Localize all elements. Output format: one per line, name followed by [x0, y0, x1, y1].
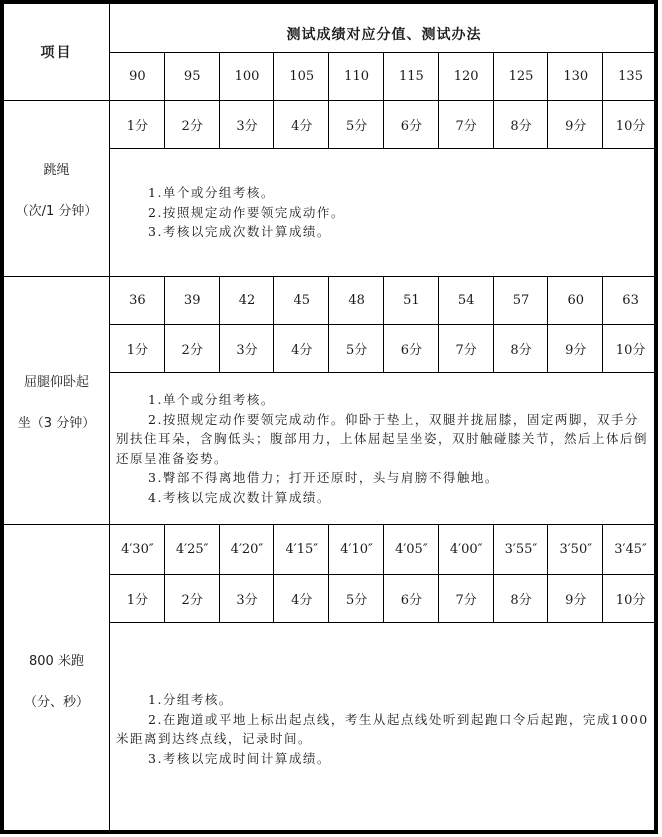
- item-name: 屈腿仰卧起: [23, 374, 89, 390]
- item-name: 跳绳: [43, 162, 70, 178]
- points-cell: 5分: [345, 119, 368, 134]
- header-value-cell: 115: [398, 69, 424, 84]
- situp-method: [110, 373, 658, 524]
- value-cell: 36: [129, 293, 146, 308]
- situp-label: [4, 277, 109, 524]
- value-cell: 51: [403, 293, 420, 308]
- run-800m-values-row: [110, 525, 658, 574]
- points-cell: 8分: [510, 593, 532, 608]
- situp-points-row: [110, 325, 658, 372]
- value-cell: 3′45″: [614, 542, 647, 557]
- header-value-cell: 130: [563, 69, 589, 84]
- method-line: 2.按照规定动作要领完成动作。仰卧于垫上，双腿并拢屈膝，固定两脚，双手分别扶住耳朵，含胸低头；腹部用力，上体屈起呈坐姿，双肘触碰膝关节，然后上体后倒还原呈准备姿势。: [116, 411, 649, 466]
- header-title: 测试成绩对应分值、测试办法: [286, 27, 482, 43]
- method-line: 1.分组考核。: [148, 692, 233, 707]
- run-800m-points-row: [110, 575, 658, 622]
- points-cell: 2分: [181, 119, 203, 134]
- points-cell: 5分: [345, 593, 368, 608]
- run-800m-label: [4, 525, 109, 835]
- points-cell: 1分: [126, 593, 149, 608]
- method-line: 2.在跑道或平地上标出起点线，考生从起点线处听到起跑口令后起跑，完成1000 米距离到达终点线，记录时间。: [116, 711, 649, 746]
- method-line: 2.按照规定动作要领完成动作。: [148, 204, 345, 220]
- header-value-cell: 125: [508, 69, 534, 84]
- method-line: 3.考核以完成时间计算成绩。: [148, 750, 331, 766]
- header-value-cell: 95: [183, 69, 201, 84]
- item-unit: （次/1 分钟）: [15, 203, 98, 219]
- points-cell: 1分: [126, 119, 149, 134]
- points-cell: 10分: [615, 119, 646, 134]
- points-cell: 3分: [236, 119, 258, 134]
- points-cell: 5分: [345, 343, 368, 358]
- value-cell: 4′25″: [175, 542, 209, 557]
- header-value-cell: 100: [234, 69, 260, 84]
- value-cell: 3′50″: [559, 542, 593, 557]
- run-800m-method: [110, 623, 658, 835]
- points-cell: 7分: [455, 343, 477, 358]
- header-project-cell: [4, 4, 109, 100]
- points-cell: 1分: [126, 343, 149, 358]
- value-cell: 4′30″: [121, 542, 154, 557]
- points-cell: 6分: [400, 119, 423, 134]
- value-cell: 4′00″: [449, 542, 483, 557]
- header-value-cell: 120: [453, 69, 479, 84]
- header-value-cell: 90: [129, 69, 146, 84]
- points-cell: 8分: [510, 343, 532, 358]
- value-cell: 45: [293, 293, 311, 308]
- method-line: 1.单个或分组考核。: [148, 392, 275, 407]
- header-value-cell: 105: [289, 69, 315, 84]
- points-cell: 4分: [291, 593, 313, 608]
- header-value-cell: 135: [618, 69, 643, 84]
- points-cell: 4分: [291, 119, 313, 134]
- points-cell: 6分: [400, 343, 423, 358]
- method-line: 3.臀部不得离地借力；打开还原时，头与肩膀不得触地。: [148, 470, 499, 485]
- value-cell: 4′05″: [395, 542, 428, 557]
- points-cell: 4分: [291, 343, 313, 358]
- value-cell: 3′55″: [504, 542, 538, 557]
- points-cell: 3分: [236, 593, 258, 608]
- points-cell: 9分: [565, 593, 587, 608]
- points-cell: 9分: [565, 343, 587, 358]
- item-unit: （分、秒）: [23, 695, 89, 710]
- value-cell: 63: [622, 293, 639, 308]
- value-cell: 54: [457, 293, 475, 308]
- method-line: 3.考核以完成次数计算成绩。: [148, 224, 331, 240]
- points-cell: 6分: [400, 593, 423, 608]
- method-line: 1.单个或分组考核。: [148, 185, 275, 201]
- method-line: 4.考核以完成次数计算成绩。: [148, 489, 331, 505]
- points-cell: 7分: [455, 119, 477, 134]
- value-cell: 39: [183, 293, 201, 308]
- value-cell: 4′15″: [285, 542, 319, 557]
- project-header-label: 项目: [40, 45, 73, 61]
- value-cell: 4′10″: [340, 542, 373, 557]
- points-cell: 2分: [181, 593, 203, 608]
- value-cell: 60: [567, 293, 585, 308]
- jump-rope-points-row: [110, 101, 658, 148]
- points-cell: 8分: [510, 119, 532, 134]
- jump-rope-label: [4, 101, 109, 276]
- header-values-row: [110, 53, 658, 100]
- item-name: 800 米跑: [29, 654, 84, 669]
- header-value-cell: 110: [344, 69, 369, 84]
- points-cell: 7分: [455, 593, 477, 608]
- situp-values-row: [110, 277, 658, 324]
- jump-rope-method: [110, 149, 658, 276]
- value-cell: 42: [238, 293, 256, 308]
- points-cell: 3分: [236, 343, 258, 358]
- points-cell: 10分: [615, 343, 646, 358]
- value-cell: 48: [348, 293, 365, 308]
- points-cell: 10分: [615, 593, 646, 608]
- points-cell: 2分: [181, 343, 203, 358]
- value-cell: 57: [512, 293, 530, 308]
- points-cell: 9分: [565, 119, 587, 134]
- item-unit: 坐（3 分钟）: [17, 415, 96, 431]
- value-cell: 4′20″: [230, 542, 264, 557]
